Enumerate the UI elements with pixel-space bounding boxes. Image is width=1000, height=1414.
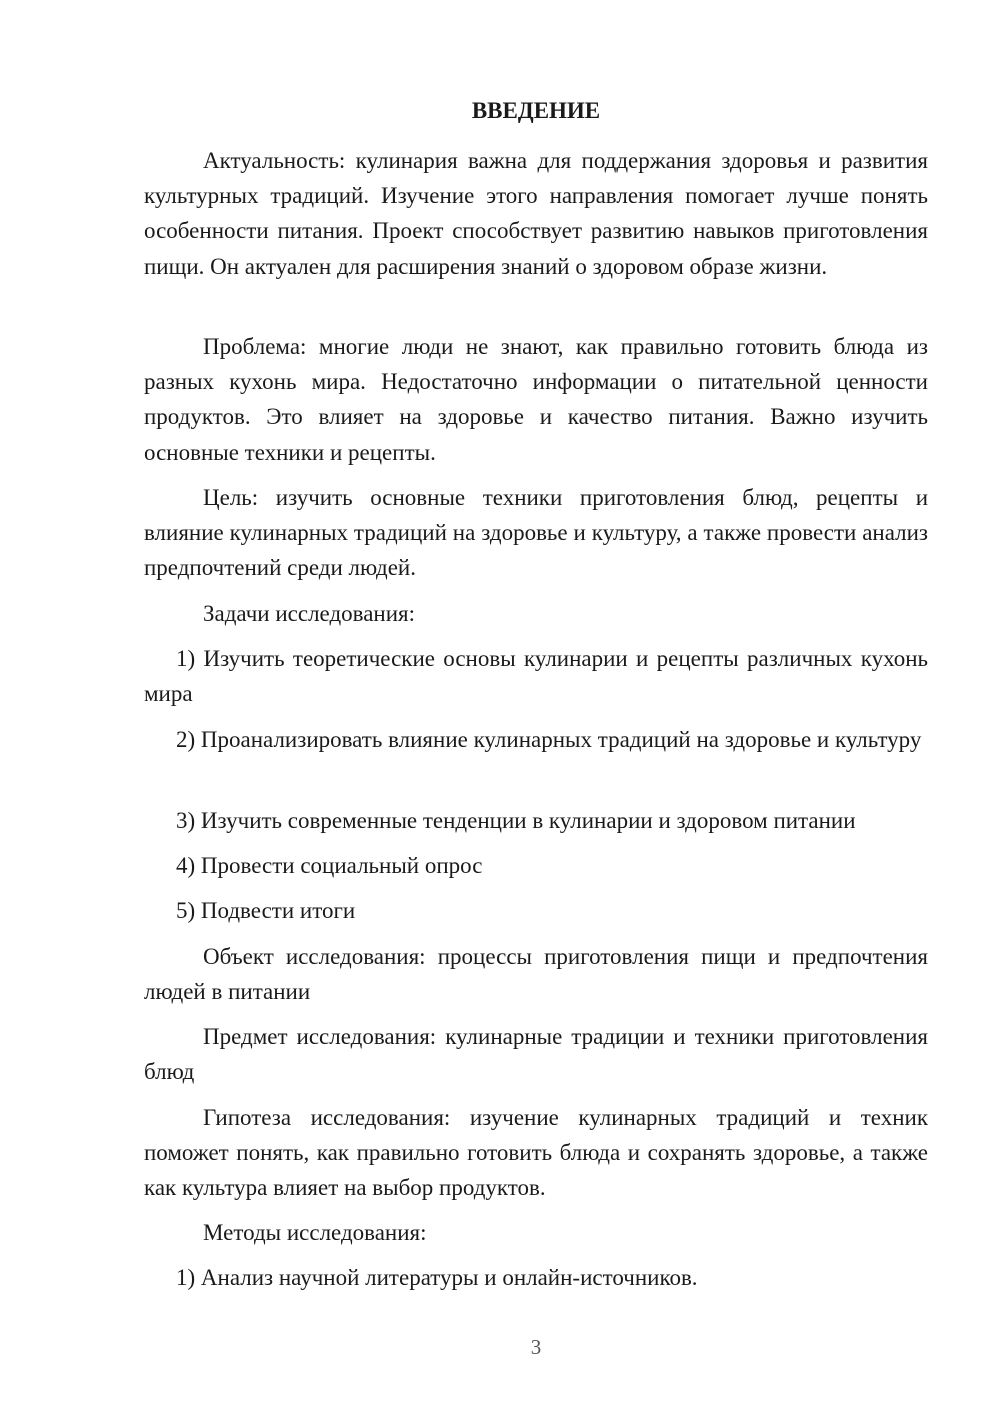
page-number: 3 bbox=[530, 1335, 542, 1359]
paragraph-relevance: Актуальность: кулинария важна для поддержания здоровья и развития культурных традиций. Изучение этого направления помогает лучше понять особенности питания. Проект способствует развитию навыков приготовления пищи. Он актуален для расширения знаний о здоровом образе жизни. bbox=[144, 148, 928, 279]
task-item-4: 4) Провести социальный опрос bbox=[176, 853, 483, 878]
paragraph-subject: Предмет исследования: кулинарные традиции и техники приготовления блюд bbox=[144, 1024, 928, 1085]
paragraph-hypothesis: Гипотеза исследования: изучение кулинарных традиций и техник поможет понять, как правильно готовить блюда и сохранять здоровье, а также как культура влияет на выбор продуктов. bbox=[144, 1105, 928, 1201]
paragraph-object: Объект исследования: процессы приготовления пищи и предпочтения людей в питании bbox=[144, 944, 928, 1005]
task-item-5: 5) Подвести итоги bbox=[176, 898, 356, 923]
methods-heading: Методы исследования: bbox=[203, 1220, 427, 1245]
task-item-3: 3) Изучить современные тенденции в кулинарии и здоровом питании bbox=[176, 808, 856, 833]
method-item-1: 1) Анализ научной литературы и онлайн-источников. bbox=[176, 1265, 698, 1290]
paragraph-goal: Цель: изучить основные техники приготовления блюд, рецепты и влияние кулинарных традиций на здоровье и культуру, а также провести анализ предпочтений среди людей. bbox=[144, 485, 928, 581]
tasks-heading: Задачи исследования: bbox=[203, 601, 416, 626]
paragraph-problem: Проблема: многие люди не знают, как правильно готовить блюда из разных кухонь мира. Недостаточно информации о питательной ценности продуктов. Это влияет на здоровье и качество питания. Важно изучить основные техники и рецепты. bbox=[144, 334, 928, 465]
task-item-2: 2) Проанализировать влияние кулинарных традиций на здоровье и культуру bbox=[176, 727, 922, 752]
task-item-1: 1) Изучить теоретические основы кулинарии и рецепты различных кухонь мира bbox=[144, 646, 928, 707]
page-title: ВВЕДЕНИЕ bbox=[471, 98, 601, 123]
